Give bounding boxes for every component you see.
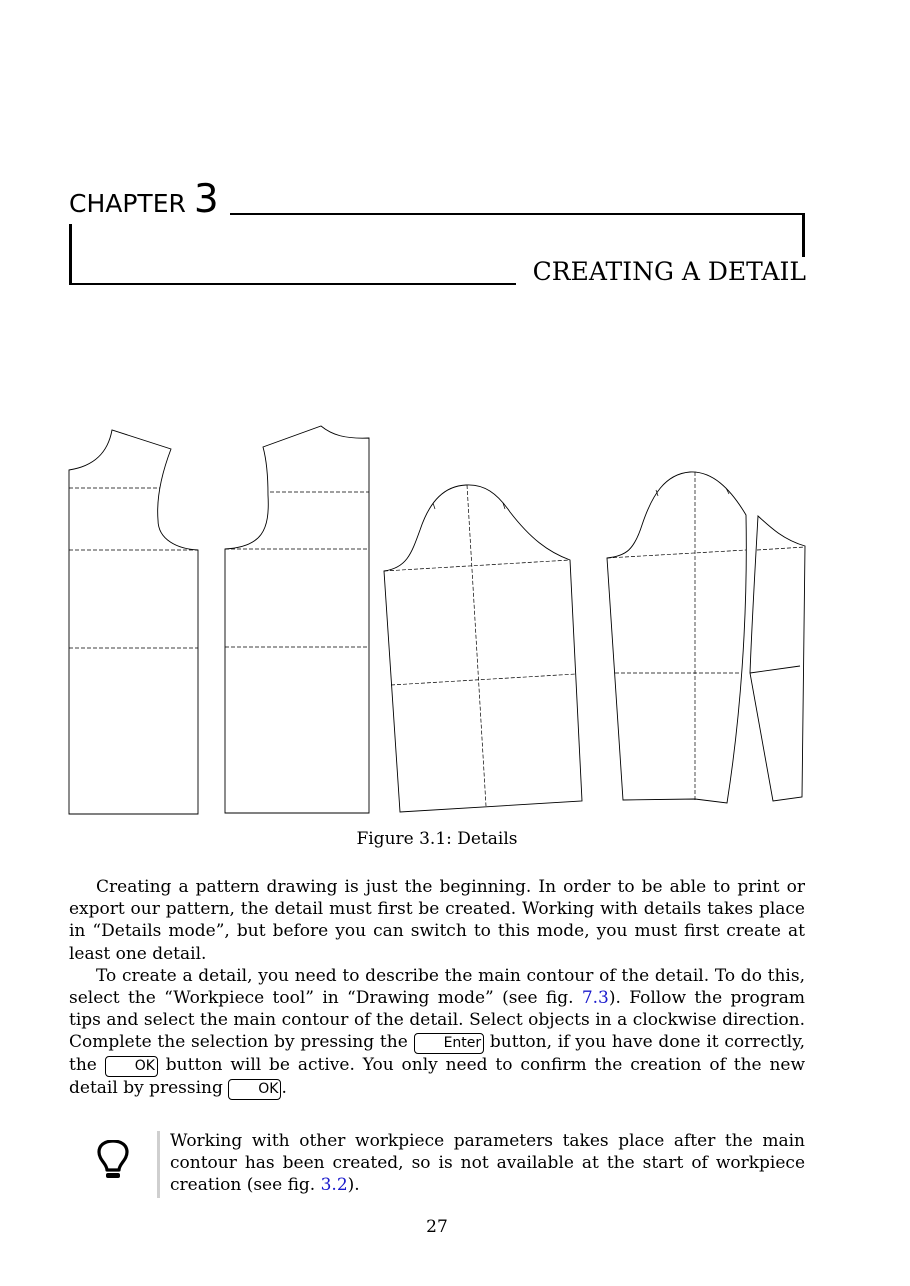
page-number: 27	[426, 1217, 448, 1237]
tip-text	[170, 1130, 805, 1196]
chapter-word: CHAPTER	[69, 189, 186, 218]
paragraph-1: Creating a pattern drawing is just the beginning. In order to be able to print or export our pattern, the detail must first be created. Working with details takes place in “Details mode”, but before you can switch to this mode, you must first create at least one detail.	[69, 877, 805, 964]
figure-ref-3-2[interactable]: 3.2	[320, 1175, 348, 1195]
paragraph-2-text-b: ). Follow the program tips and select the main contour of the detail. Select objects in a clockwise direction. Complete the selection by pressing the	[69, 988, 805, 1053]
ok-key-badge-2: OK	[228, 1079, 281, 1100]
chapter-title: CREATING A DETAIL	[532, 257, 806, 286]
front-bodice-piece	[225, 426, 369, 813]
figure-caption: Figure 3.1: Details	[356, 829, 518, 849]
paragraph-2-text-d: button will be active. You only need to confirm the creation of the new detail by pressing	[69, 1055, 806, 1099]
tip-text-a: Working with other workpiece parameters takes place after the main contour has been created, so is not available at the start of workpiece creation (see fig.	[170, 1131, 805, 1195]
back-bodice-piece	[69, 430, 198, 814]
top-sleeve-piece	[607, 472, 746, 803]
lightbulb-icon	[96, 1140, 130, 1182]
paragraph-2-text-c: button, if you have done it correctly, the	[69, 1032, 805, 1076]
sleeve-piece	[384, 485, 582, 812]
enter-key-badge: Enter	[414, 1033, 485, 1054]
tip-text-b: ).	[347, 1175, 360, 1195]
chapter-number: 3	[193, 177, 219, 222]
figure-ref-7-3[interactable]: 7.3	[581, 988, 609, 1009]
paragraph-2-end: .	[281, 1078, 287, 1099]
paragraph-2	[69, 965, 805, 1101]
tip-side-bar	[157, 1131, 160, 1198]
paragraph-2-text-a: To create a detail, you need to describe the main contour of the detail. To do this, select the “Workpiece tool” in “Drawing mode” (see fig.	[69, 965, 805, 1009]
body-text	[69, 876, 805, 1100]
under-sleeve-piece	[750, 516, 805, 801]
ok-key-badge: OK	[105, 1056, 158, 1077]
